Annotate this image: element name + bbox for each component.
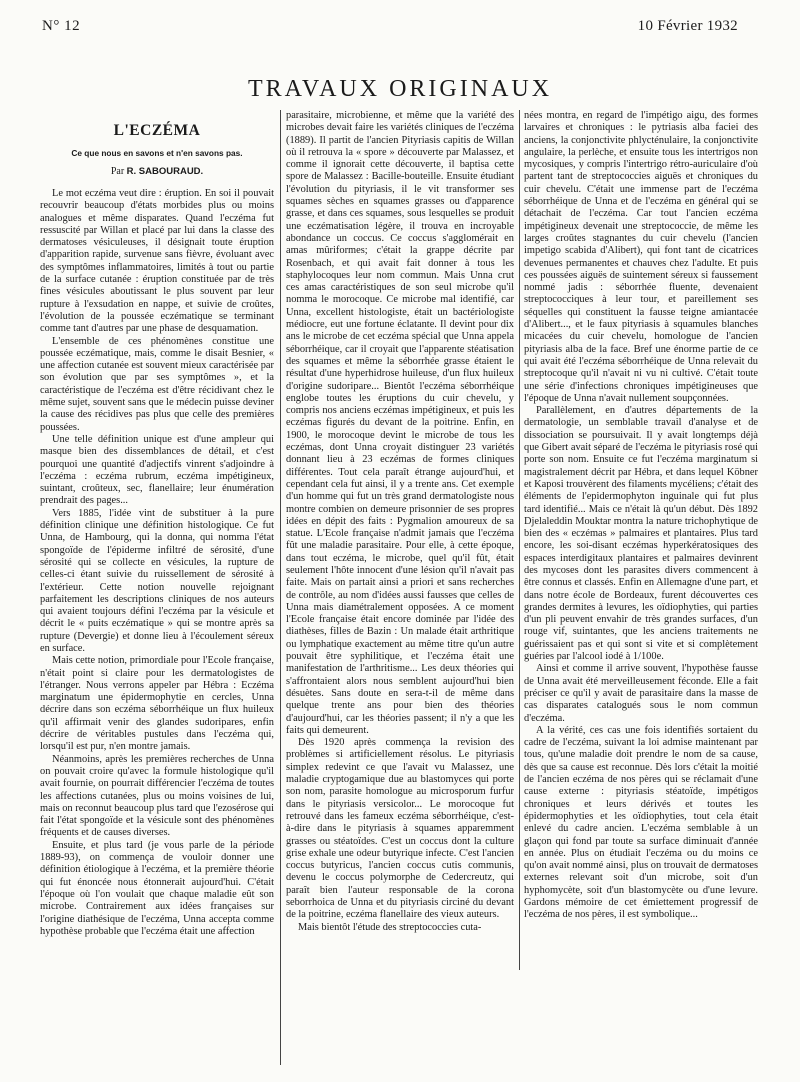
paragraph: L'ensemble de ces phénomènes constitue une poussée eczématique, mais, comme le disait Besnier, « une affection cutanée est souvent mieux caractérisée par son évolution que par ses symptômes », et la caractéristique de l'eczéma est d'être récidivant chez le même sujet, souvent sans que le médecin puisse deviner la cause des récidives pas plus que celle des premières poussées. — [40, 335, 274, 433]
paragraph: A la vérité, ces cas une fois identifiés sortaient du cadre de l'eczéma, suivant la loi admise maintenant par tous, qu'une maladie doit prendre le nom de sa cause, dès que sa cause est reconnue. Dès lors c'était la moitié de l'ancien eczéma de nos pères qui se réclamait d'une cause externe : pityriasis stéatoïde, impétigos chroniques et leurs dérivés et toutes les épidermophyties et les oïdiophyties, tout cela était enlevé du cadre ancien. L'eczéma semblable à un glaçon qui fond par toute sa surface diminuait d'année en année. Plus on étudiait l'eczéma ou du moins ce qu'on avait nommé ainsi, plus on trouvait de dermatoses externes relevant soit d'un microbe, soit d'un hyphomycète, soit d'un blastomycète ou d'une levure. Gardons mémoire de cet émiettement progressif de l'eczéma de nos pères, il est symbolique... — [524, 724, 758, 921]
paragraph: nées montra, en regard de l'impétigo aigu, des formes larvaires et chroniques : le pytriasis alba faciei des anciens, la conjonctivite phlycténulaire, la conjonctivite angulaire, la perlèche, et ensuite tous les intertrigos non mycosiques, y compris l'intertrigo rétro-auriculaire d'où partent tant de streptococcies aiguës et chroniques du cuir chevelu. C'était une immense part de l'eczéma séborrhéique de Unna et de l'eczéma en général qui se détachait de l'eczéma. Car tout l'ancien eczéma impétigineux devenait une streptococcie, de même les larges croûtes stagnantes du cuir chevelu (l'ancien impetigo scabida d'Alibert), qui font tant de cicatrices devenues permanentes et chauves chez l'adulte. Et puis ces poussées aiguës de suintement séreux si faussement nommé jadis : séborrhée fluente, devenaient streptococciques à leur tour, et pareillement ses séquelles qui constituent la fausse teigne amiantacée d'Alibert..., et le faux pityriasis à squamules blanches micacées du cuir chevelu, homologue de l'ancien pityriasis alba de la face. Bref une énorme partie de ce qui avait été l'eczéma séborrhéique de Unna relevait du streptocoque qu'il n'avait ni vu ni cultivé. C'était toute une série d'infections chroniques impétigineuses que l'époque de Unna n'avait nullement soupçonnées. — [524, 110, 758, 404]
text-column-3 — [524, 110, 758, 922]
text-column-1 — [40, 188, 274, 938]
paragraph: Ensuite, et plus tard (je vous parle de la période 1889-93), on commença de vouloir donner une définition étiologique à l'eczéma, et la première théorie qui fut énoncée nous étonnerait aujourd'hui. C'était l'époque où l'on voulait que chaque maladie eût son microbe. Contrairement aux idées françaises sur l'origine diathésique de l'eczéma, Unna accepta comme hypothèse probable que l'eczéma était une affection — [40, 839, 274, 937]
page-header — [42, 18, 738, 40]
article-author — [40, 166, 274, 177]
paragraph: Le mot eczéma veut dire : éruption. En soi il pouvait recouvrir beaucoup d'états morbides plus ou moins analogues et même disparates. Quand l'eczéma fut ressuscité par Willan et placé par lui dans la classe des dermatoses vésiculeuses, il désignait toute éruption d'apparition rapide, survenue sans fièvre, évoluant avec des symptômes inflammatoires, limités à tout ou partie de la surface cutanée : éruption constituée par de très fines vésicules aboutissant le plus souvent par leur rupture à l'exsudation en nappe, et suivie de croûtes, l'évolution de la poussée eczématique se terminant comme tant d'autres par une phase de desquamation. — [40, 188, 274, 335]
paragraph: Néanmoins, après les premières recherches de Unna on pouvait croire qu'avec la formule histologique qu'il avait fournie, on pourrait différencier l'eczéma de toutes les affections cutanées, plus ou moins voisines de lui, mais on reconnut beaucoup plus tard que l'ezosérose qui fait l'état spongoïde et la vésicule sont des phénomènes fréquents et de causes diverses. — [40, 753, 274, 839]
article-subtitle: Ce que nous en savons et n'en savons pas. — [71, 148, 243, 158]
paragraph: Mais cette notion, primordiale pour l'Ecole française, n'était point si claire pour les dermatologistes de l'étranger. Nous verrons appeler par Hébra : Eczéma marginatum une épidermophytie en cercles, Unna décrire dans son eczéma séborrhéique un flux huileux qu'il affirmait venir des glandes sudoripares, enfin décrire de véritables pustules dans l'eczéma qui, lorsqu'il est pur, n'en montre jamais. — [40, 655, 274, 753]
column-divider — [519, 110, 520, 970]
paragraph: Mais bientôt l'étude des streptococcies cuta- — [298, 921, 482, 933]
paragraph: Ainsi et comme il arrive souvent, l'hypothèse fausse de Unna avait été merveilleusement féconde. Elle a fait préciser ce qu'il y avait de parasitaire dans la masse de cas disparates catalogués sous le nom commun d'eczéma. — [524, 663, 758, 724]
paragraph: Dès 1920 après commença la revision des problèmes si artificiellement résolus. Le pityriasis simplex redevint ce que l'avait vu Malassez, une maladie cryptogamique due au blastomyces qui porte son nom, parasite homologue au microsporum furfur dans le pityriasis versicolor... Le morocoque fut retrouvé dans les fameux eczéma séborrhéique, c'est-à-dire dans le pityriasis à squames apparemment grasses ou stéatoïdes. C'est un coccus dont la culture grise exhale une odeur butyrique infecte. C'est l'ancien coccus butyricus, l'ancien coccus cutis communis, devenu le coccus polymorphe de Cedercreutz, qui paraît bien l'auteur responsable de la corona seborrhoica de Unna et du pityriasis circiné du devant de la poitrine, eczéma flanellaire des vieux auteurs. — [286, 737, 514, 921]
paragraph: Parallèlement, en d'autres départements de la dermatologie, un semblable travail d'analyse et de dissociation se poursuivait. Il y avait longtemps déjà que Gibert avait séparé de l'eczéma le pityriasis rosé qui porte son nom. Ensuite ce fut l'eczéma marginatum si magistralement décrit par Hébra, et dans lequel Köbner et Kaposi trouvèrent des filaments mycéliens; c'était des éléments de l'epidermophyton inguinale qui fut plus tard identifié... Mais ce n'était là qu'un début. Dès 1892 Djelaleddin Mouktar montra la nature trichophytique de bien des « eczémas » palmaires et plantaires. Plus tard encore, les soi-disant eczémas hyperkératosiques des espaces interdigitaux plantaires et palmaires devinrent des mycoses dont les parasites divers commencent à être connus et classés. Enfin en Allemagne d'une part, et dans notre école de Bordeaux, furent découvertes ces grandes dermites à levures, les oïdiophyties, qui parties d'un pli peuvent envahir de très grandes surfaces, d'un rouge vif, suintantes, que les anciens traitements ne guérissaient pas et qui sont si vite et si complètement guéries par l'alcool iodé à 1/100e. — [524, 405, 758, 663]
issue-date: 10 Février 1932 — [637, 18, 738, 34]
author-prefix: Par — [110, 166, 125, 177]
section-title: TRAVAUX ORIGINAUX — [247, 76, 553, 103]
paragraph: Vers 1885, l'idée vint de substituer à la pure définition clinique une définition histologique. Ce fut Unna, de Hambourg, qui la donna, qui nomma l'état spongoïde de l'épiderme infiltré de sérosité, d'une sérosité qui se collecte en vésicules, la rupture de celles-ci étant suivie du ruissellement de sérosité à l'extérieur. Cette notion nouvelle rejoignant parfaitement les descriptions cliniques de nos auteurs qui avaient toujours défini l'eczéma par la vésicule et décrit le « puits eczématique » qui se montre après sa rupture (Devergie) et donne lieu à l'écoulement séreux en surface. — [40, 507, 274, 654]
page-number: N° 12 — [42, 18, 81, 34]
paragraph: parasitaire, microbienne, et même que la variété des microbes devait faire les variétés cliniques de l'eczéma (1889). Il partit de l'ancien Pityriasis capitis de Willan où il retrouva la « spore » découverte par Malassez, et comme il ignorait cette découverte, il baptisa cette spore de Malassez : Bacille-bouteille. Ensuite étudiant l'évolution du pityriasis, il le vit transformer ses squames sèches en squames grasses ou d'apparence grasse, et dans ces squames, sous lesquelles se produit une eczématisation légère, il trouva en incroyable abondance un coccus. Ce coccus s'agglomérait en amas mûriformes; c'était la grappe décrite par Rosenbach, et qui avait fait donner à tous les staphylocoques leur nom commun. Mais Unna crut ces amas caractéristiques de son seul microbe qu'il nomma le morocoque. Ce microbe mal identifié, car Unna, excellent histologiste, était un bactériologiste médiocre, eut une fortune éclatante. Il devint pour dix ans le microbe de cet eczéma spécial que Unna appela séborrhéique, car il croyait que l'apparente stéatisation des squames et même la séborrhée grasse étaient le résultat d'une hyperhidrose huileuse, d'un flux huileux d'origine sudoripare... Bientôt l'eczéma séborrhéique englobe toutes les éruptions du cuir chevelu, y compris nos anciens eczémas impétigineux, et puis les eczémas figurés du devant de la poitrine. Enfin, en 1900, le morocoque devint le microbe de tous les eczémas, dont Unna croyait distinguer 23 variétés donnant lieu à 23 eczémas de formes cliniques différentes. Tout cela paraît étrange aujourd'hui, et cependant cela fut ainsi, il y a trente ans. Cet exemple d'un homme qui fut un très grand dermatologiste nous montre combien on demeure prisonnier de ses propres idées en dépit des faits : Pygmalion amoureux de sa statue. L'Ecole française n'admit jamais que l'eczéma fût une maladie parasitaire. Pour elle, à cette époque, dans tout eczéma, le microbe, quel qu'il fût, était seulement l'hôte innocent d'une lésion qu'il n'avait pas faite. Mais on partait ainsi a priori et sans recherches de contrôle, au nom d'idées aussi fausses que celles de Unna mais diamétralement opposées. A ce moment l'Ecole française était encore dominée par l'idée des diathèses, filles de Bazin : Un malade était arthritique ou lymphatique exactement au même titre qu'un autre pouvait être syphilitique, et l'eczéma était une manifestation de l'arthritisme... Les deux théories qui s'affrontaient alors nous semblent aujourd'hui bien désuètes. Sans doute en sera-t-il de même dans quelque trente ans pour bien des théories d'aujourd'hui, car les théories passent; il n'y a que les faits qui demeurent. — [286, 110, 514, 736]
article-heading — [40, 122, 274, 177]
text-column-2 — [286, 110, 514, 934]
column-divider — [280, 110, 281, 1065]
article-title: L'ECZÉMA — [113, 122, 201, 139]
author-name: R. SABOURAUD. — [126, 166, 204, 177]
paragraph: Une telle définition unique est d'une ampleur qui masque bien des dissemblances de détail, et c'est pourquoi une quantité d'adjectifs vinrent s'adjoindre à l'eczéma : eczéma rubrum, eczéma impétigineux, suintant, croûteux, sec, flanellaire; leur énumération prendrait des pages... — [40, 433, 274, 507]
